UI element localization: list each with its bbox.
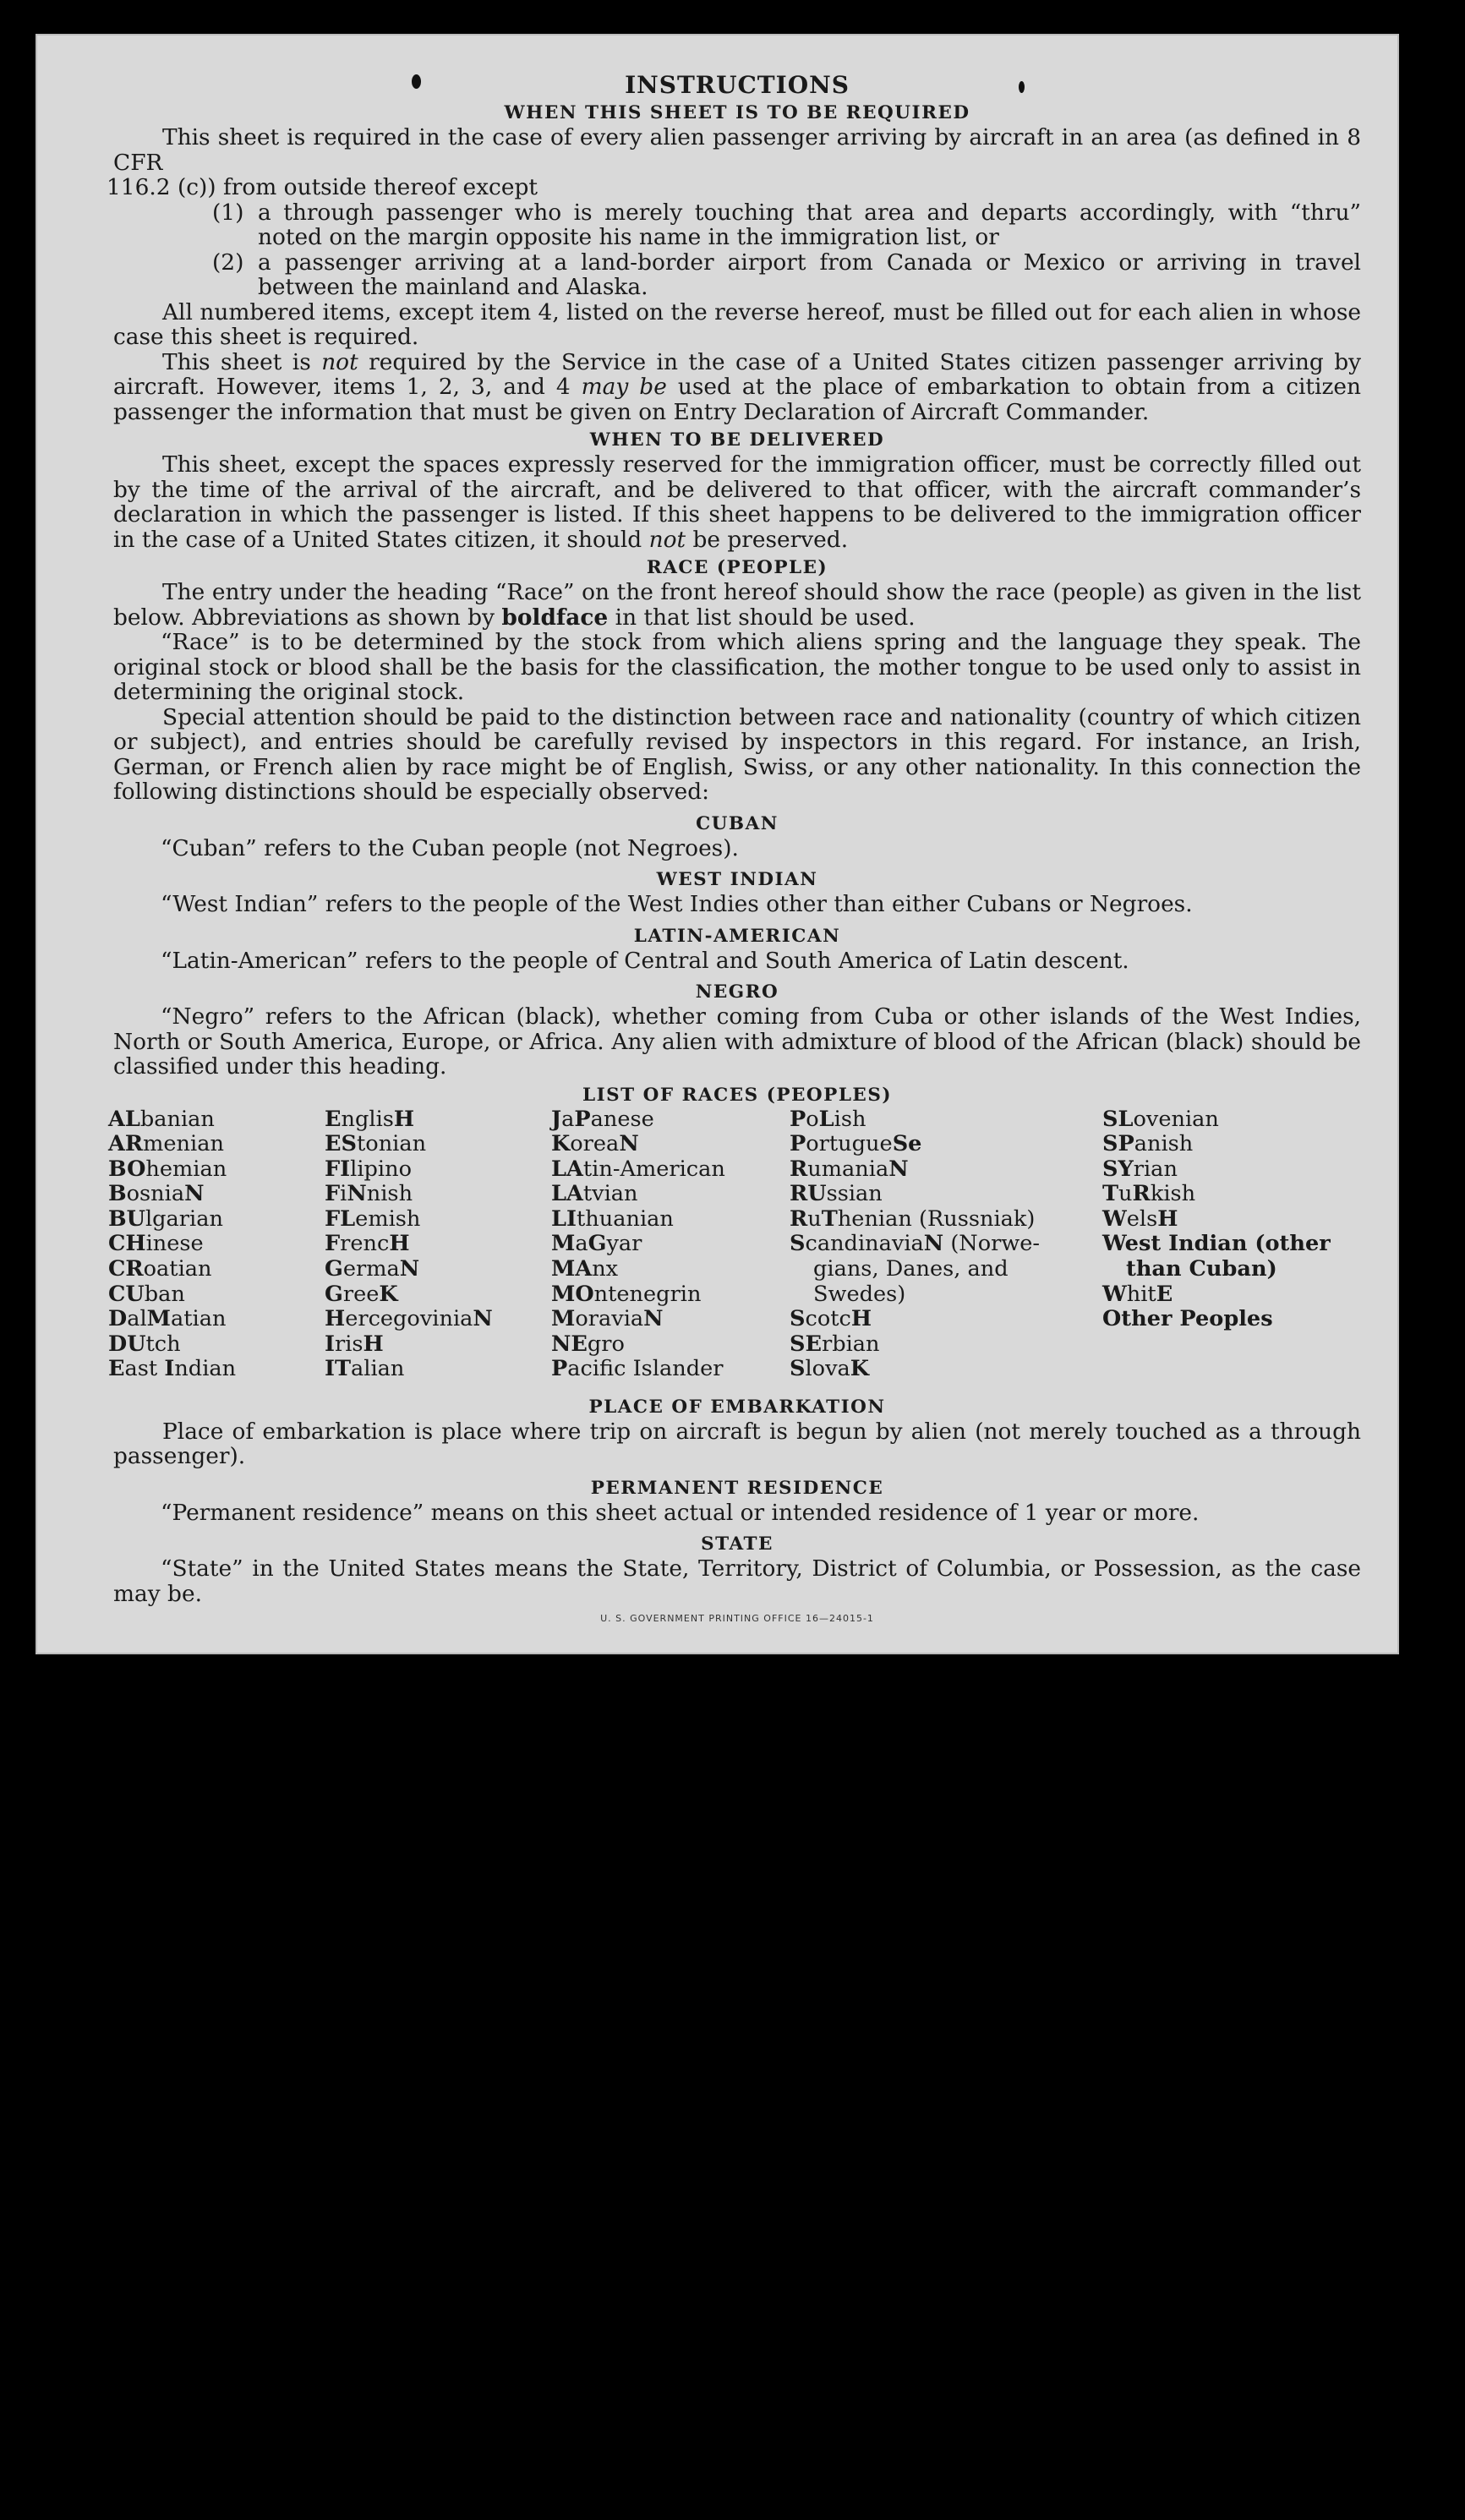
heading-race: RACE (PEOPLE) [646,557,828,578]
intro-line-1: This sheet is required in the case of every alien passenger arriving by aircraft in an area (as defined in 8 CFR [113,124,1361,176]
race-entry: EnglisH [325,1106,415,1132]
item-text: a passenger arriving at a land-border airport from Canada or Mexico or arriving in travel between the mainland and Alaska. [258,249,1361,300]
race-paragraph-3: Special attention should be paid to the distinction between race and nationality (country of which citizen or subject), and entries should be carefully revised by inspectors in this regard. For instance, an Irish, German, or French alien by race might be of English, Swiss, or any other nationality. In this connection the following distinctions should be especially observed: [113,703,1361,805]
numbered-items-paragraph: All numbered items, except item 4, listed on the reverse hereof, must be filled out for each alien in whose case this sheet is required. [113,298,1361,350]
race-entry: SErbian [790,1331,880,1357]
race-entry: EStonian [325,1131,427,1157]
document-title: INSTRUCTIONS [625,71,850,99]
heading-state: STATE [701,1533,773,1555]
race-column [325,1107,493,1383]
race-column [790,1107,1040,1383]
race-entry: ALbanian [108,1106,215,1132]
race-entry: BUlgarian [108,1205,223,1232]
numbered-item [212,250,1361,300]
race-entry: MaGyar [551,1231,642,1257]
race-entry: Pacific Islander [551,1356,724,1382]
race-entry: SPanish [1102,1131,1194,1157]
race-entry: East Indian [108,1356,237,1382]
race-entry: ARmenian [108,1131,224,1157]
race-entry: ScandinaviaN (Norwe- [790,1231,1041,1257]
race-entry: SYrian [1102,1156,1178,1182]
race-entry: DalMatian [108,1306,227,1332]
race-entry: West Indian (other [1102,1231,1331,1257]
race-entry: CUban [108,1281,185,1307]
item-number: (1) [212,199,244,226]
race-entry: MAnx [551,1256,619,1282]
race-column [551,1107,725,1383]
heading-west-indian: WEST INDIAN [656,869,818,890]
race-entry: TuRkish [1102,1181,1196,1207]
heading-latin-american: LATIN-AMERICAN [633,925,841,947]
race-entry: RumaniaN [790,1156,909,1182]
document-sheet [36,34,1399,1654]
negro-definition: “Negro” refers to the African (black), whether coming from Cuba or other islands of the West Indies, North or South America, Europe, or Africa. Any alien with admixture of blood of the African (black) should be classified under this heading. [113,1003,1361,1080]
race-entry: NEgro [551,1331,625,1357]
race-entry: PoLish [790,1106,866,1132]
race-column [108,1107,236,1383]
heading-negro: NEGRO [695,981,779,1003]
race-entry: RUssian [790,1181,883,1207]
race-entry: KoreaN [551,1131,639,1157]
numbered-item [212,200,1361,250]
race-entry: DUtch [108,1331,181,1357]
race-entry: Other Peoples [1102,1306,1273,1332]
race-entry: LIthuanian [551,1205,674,1232]
heading-when-required: WHEN THIS SHEET IS TO BE REQUIRED [504,102,970,123]
race-entry: BOhemian [108,1156,227,1182]
state-definition: “State” in the United States means the State, Territory, District of Columbia, or Possession, as the case may be. [113,1555,1361,1607]
heading-embarkation: PLACE OF EMBARKATION [588,1396,886,1418]
race-entry: IrisH [325,1331,384,1357]
race-entry: than Cuban) [1126,1256,1277,1282]
race-paragraph-2: “Race” is to be determined by the stock from which aliens spring and the language they speak. The original stock or blood shall be the basis for the classification, the mother tongue to be used only to assist in determining the original stock. [113,629,1361,705]
race-entry: Swedes) [813,1281,906,1307]
west-indian-definition: “West Indian” refers to the people of the West Indies other than either Cubans or Negroes. [161,891,1193,917]
heading-cuban: CUBAN [696,812,779,834]
race-paragraph-1: The entry under the heading “Race” on the front hereof should show the race (people) as given in the list below. Abbreviations as shown by boldface in that list should be used. [113,579,1361,631]
race-entry: FIlipino [325,1156,412,1182]
race-entry: SlovaK [790,1356,870,1382]
cuban-definition: “Cuban” refers to the Cuban people (not Negroes). [161,834,739,861]
item-text: a through passenger who is merely touching that area and departs accordingly, with “thru” noted on the margin opposite his name in the immigration list, or [258,199,1361,250]
race-entry: WelsH [1102,1205,1178,1232]
race-entry: MoraviaN [551,1306,664,1332]
race-entry: FLemish [325,1205,421,1232]
race-entry: HercegoviniaN [325,1306,493,1332]
race-entry: BosniaN [108,1181,205,1207]
intro-line-2: 116.2 (c)) from outside thereof except [107,174,538,200]
heading-list-of-races: LIST OF RACES (PEOPLES) [582,1084,893,1106]
race-entry: FrencH [325,1231,410,1257]
page-content [107,71,1362,1624]
heading-permanent-residence: PERMANENT RESIDENCE [590,1477,884,1499]
race-entry: MOntenegrin [551,1281,702,1307]
race-entry: JaPanese [551,1106,654,1132]
race-entry: GreeK [325,1281,398,1307]
race-column [1102,1107,1331,1332]
printer-imprint: U. S. GOVERNMENT PRINTING OFFICE 16—24015-1 [600,1613,874,1624]
heading-when-delivered: WHEN TO BE DELIVERED [589,429,885,451]
race-entry: ITalian [325,1356,405,1382]
race-entry: CHinese [108,1231,204,1257]
permanent-residence-definition: “Permanent residence” means on this sheet actual or intended residence of 1 year or more. [161,1499,1200,1526]
race-entry: WhitE [1102,1281,1173,1307]
race-entry: PortugueSe [790,1131,922,1157]
race-entry: FiNnish [325,1181,413,1207]
latin-american-definition: “Latin-American” refers to the people of Central and South America of Latin descent. [161,947,1129,974]
race-entry: CRoatian [108,1256,212,1282]
embarkation-definition: Place of embarkation is place where trip on aircraft is begun by alien (not merely touched as a through passenger). [113,1418,1361,1469]
race-entry: RuThenian (Russniak) [790,1205,1036,1232]
race-list [108,1106,1361,1395]
item-number: (2) [212,249,244,276]
delivery-paragraph: This sheet, except the spaces expressly reserved for the immigration officer, must be correctly filled out by the time of the arrival of the aircraft, and be delivered to that officer, with the aircraft commander’s declaration in which the passenger is listed. If this sheet happens to be delivered to the immigration officer in the case of a United States citizen, it should not be preserved. [113,451,1361,553]
citizen-paragraph: This sheet is not required by the Service in the case of a United States citizen passenger arriving by aircraft. However, items 1, 2, 3, and 4 may be used at the place of embarkation to obtain from a citizen passenger the information that must be given on Entry Declaration of Aircraft Commander. [113,348,1362,425]
race-entry: LAtvian [551,1181,638,1207]
race-entry: LAtin-American [551,1156,725,1182]
race-entry: SLovenian [1102,1106,1219,1132]
race-entry: GermaN [325,1256,420,1282]
race-entry: gians, Danes, and [813,1256,1009,1282]
race-entry: ScotcH [790,1306,872,1332]
